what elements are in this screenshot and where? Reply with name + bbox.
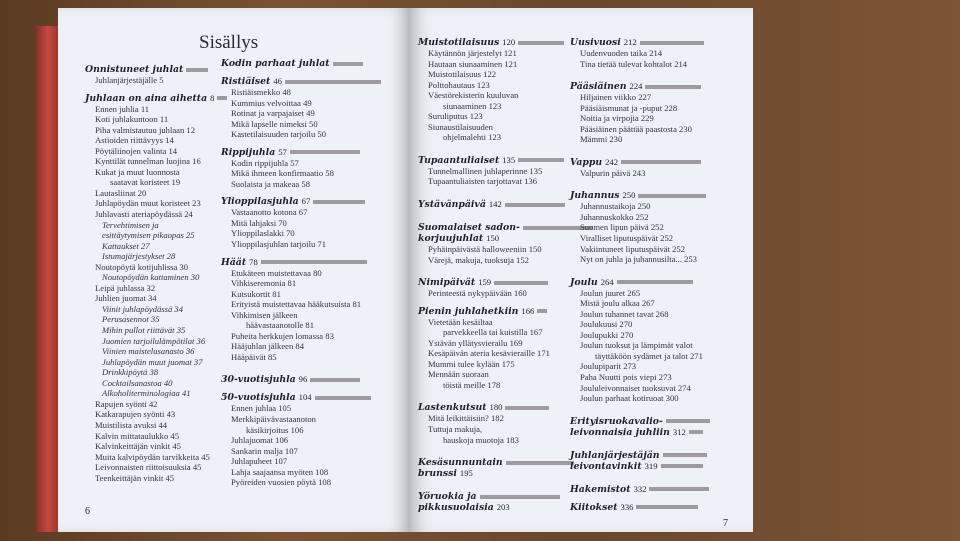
toc-entry: Tunnelmallinen juhlaperinne 135 (428, 165, 543, 176)
page-title: Sisällys (199, 32, 259, 53)
heading-underline-bar (313, 200, 365, 204)
spacer (570, 404, 714, 416)
heading-underline-bar (518, 158, 564, 162)
toc-subentry: Drinkkipöytä 38 (102, 367, 159, 378)
heading-underline-bar (494, 281, 548, 285)
toc-entry: Juhlapöydän muut koristeet 23 (95, 198, 201, 209)
toc-entry: Mikä lapselle nimeksi 50 (231, 118, 318, 129)
section-title: Häät (221, 256, 247, 268)
toc-entry: hauskoja muotoja 183 (443, 434, 519, 445)
section-page-number: 159 (478, 277, 492, 288)
section-page-number: 120 (502, 37, 516, 47)
toc-entry: Juhannuskokko 252 (580, 211, 649, 222)
spacer (570, 495, 714, 502)
section-page-number: 78 (249, 256, 258, 267)
toc-entry: Astioiden riittävyys 14 (95, 135, 174, 146)
heading-underline-bar (537, 309, 547, 313)
spacer (570, 472, 714, 484)
toc-section-heading (570, 190, 714, 201)
section-title: pikkusuolaisia (418, 502, 494, 514)
section-page-number: 46 (273, 76, 282, 86)
heading-underline-bar (505, 406, 549, 410)
toc-entry: ohjelmalehti 123 (443, 132, 501, 143)
section-page-number: 67 (301, 196, 311, 207)
section-page-number: 142 (488, 199, 502, 210)
toc-subentry: Alkoholiterminologiaa 41 (102, 388, 191, 399)
toc-entry: Vietetään kesäiltaa (428, 316, 493, 327)
toc-entry: Mistä joulu alkaa 267 (580, 298, 655, 309)
toc-entry: Vihkimisen jälkeen (231, 309, 298, 320)
toc-entry: Tina tietää tulevat kohtalot 214 (580, 58, 688, 69)
right-page (410, 8, 753, 532)
toc-entry: Ylioppilasjuhlan tarjoilu 71 (231, 239, 326, 250)
section-title: leivontavinkit (570, 460, 642, 472)
toc-entry: Teenkeittäjän vinkit 45 (95, 472, 175, 483)
toc-entry: Kalvin mittataulukko 45 (95, 430, 180, 441)
toc-entry: käsikirjoitus 106 (246, 424, 304, 435)
toc-entry: Joulun tuoksut ja lämpimät valot (580, 340, 693, 351)
toc-entry: Muistotilaisuus 122 (428, 69, 497, 80)
toc-entry: Juhlajuomat 106 (231, 435, 289, 446)
toc-entry: Suolaista ja makeaa 58 (231, 178, 310, 189)
toc-entry: Koti juhlakuntoon 11 (95, 114, 169, 125)
section-page-number: 203 (496, 502, 510, 513)
toc-entry: Kukat ja muut luonnosta (95, 166, 180, 177)
toc-entry: Tupaantuliaisten tarjottavat 136 (428, 176, 537, 187)
toc-entry: Kynttilät tunnelman luojina 16 (95, 156, 201, 167)
toc-subentry: esittäytymisen pikaopas 25 (102, 230, 195, 241)
section-title: Ristiäiset (221, 76, 271, 87)
toc-entry: Etukäteen muistettavaa 80 (231, 267, 322, 278)
heading-underline-bar (638, 194, 706, 198)
toc-entry: Suomen lipun päivä 252 (580, 222, 664, 233)
section-title: Lastenkutsut (418, 402, 487, 414)
section-title: Erityisruokavalio- (570, 415, 663, 427)
section-page-number: 150 (486, 233, 500, 244)
toc-entry: Puheita herkkujen lomassa 83 (231, 330, 334, 341)
section-title: Pienin juhlahetkiin (418, 305, 519, 317)
toc-entry: Kutsukortit 81 (231, 288, 281, 299)
toc-section-heading (570, 81, 714, 92)
toc-entry: Lahja saajaansa myöten 108 (231, 466, 329, 477)
toc-section-heading (85, 93, 231, 104)
toc-entry: häävastaanotolle 81 (246, 320, 315, 331)
heading-underline-bar (689, 430, 703, 434)
section-title: Joulu (570, 276, 598, 288)
toc-entry: Juhlavasti ateriapöydässä 24 (95, 209, 193, 220)
toc-entry: Sankarin malja 107 (231, 445, 298, 456)
toc-entry: Viralliset liputuspäivät 252 (580, 233, 674, 244)
toc-entry: Pyhäinpäivästä halloweeniin 150 (428, 244, 542, 255)
toc-entry: Juhlien juomat 34 (95, 293, 157, 304)
toc-entry: Paha Nuutti pois viepi 273 (580, 372, 672, 383)
section-page-number: 57 (278, 146, 287, 157)
toc-entry: Joulun parhaat kotiruoat 300 (580, 393, 679, 404)
toc-entry: Rapujen syönti 42 (95, 398, 158, 409)
spacer (221, 250, 385, 257)
section-page-number: 166 (521, 305, 535, 316)
toc-entry: Katkarapujen syönti 43 (95, 409, 176, 420)
toc-entry: Ystävän yllätysvierailu 169 (428, 337, 523, 348)
toc-entry: Ennen juhlia 11 (95, 103, 150, 114)
toc-entry: Mämmi 230 (580, 134, 623, 145)
toc-entry: Muita kalvipöydän tarvikkeita 45 (95, 451, 210, 462)
toc-entry: Nyt on juhla ja juhannusilta... 253 (580, 254, 697, 265)
section-title: Juhlaan on aina aihetta (85, 92, 208, 104)
section-page-number: 195 (459, 468, 473, 479)
heading-underline-bar (621, 160, 701, 164)
spacer (221, 189, 385, 196)
section-title: Kodin parhaat juhlat (221, 58, 330, 69)
toc-entry: Joulukuusi 270 (580, 319, 633, 330)
toc-entry: Vastaanotto kotona 67 (231, 207, 308, 218)
section-title: Suomalaiset sadon- (418, 222, 520, 234)
toc-entry: täyttäköön sydämet ja talot 271 (595, 350, 703, 361)
toc-subentry: Mihin pullot riittävät 35 (102, 325, 186, 336)
spacer (221, 362, 385, 374)
section-title: Ylioppilasjuhla (221, 196, 299, 208)
toc-entry: Juhannustaikoja 250 (580, 201, 651, 212)
toc-entry: Käytännön järjestelyt 121 (428, 48, 517, 58)
heading-underline-bar (505, 203, 565, 207)
toc-entry: Vihkiseremonia 81 (231, 278, 297, 289)
heading-underline-bar (315, 396, 371, 400)
heading-underline-bar (506, 461, 574, 465)
section-title: Ystävänpäivä (418, 199, 486, 211)
spacer (221, 140, 385, 147)
toc-entry: Mikä ihmeen konfirmaatio 58 (231, 168, 334, 179)
heading-underline-bar (645, 85, 701, 89)
toc-entry: Valpurin päivä 243 (580, 167, 646, 178)
spacer (570, 178, 714, 190)
toc-entry: Pääsiäismunat ja -puput 228 (580, 102, 678, 113)
toc-entry: parvekkeella tai kuistilla 167 (443, 327, 543, 338)
toc-subentry: Viinien maistelusanasto 36 (102, 346, 195, 357)
left-page (58, 8, 410, 532)
spacer (85, 86, 231, 93)
section-title: leivonnaisia juhliin (570, 426, 670, 438)
heading-underline-bar (640, 41, 704, 45)
heading-underline-bar (663, 453, 707, 457)
toc-section-heading (221, 257, 385, 268)
section-page-number: 242 (605, 156, 619, 167)
heading-underline-bar (617, 280, 693, 284)
section-title: brunssi (418, 468, 457, 480)
toc-subentry: Juomien tarjoilulämpötilat 36 (102, 335, 206, 346)
section-title: 30-vuotisjuhla (221, 374, 296, 386)
toc-section-heading (570, 427, 714, 438)
toc-entry: Joulupukki 270 (580, 329, 634, 340)
toc-entry: Pöytäliinojen valinta 14 (95, 145, 178, 156)
toc-entry: Kodin rippijuhla 57 (231, 157, 299, 168)
section-title: Juhannus (570, 190, 620, 202)
section-page-number: 312 (672, 426, 686, 437)
section-page-number: 8 (210, 92, 215, 103)
section-title: Kiitokset (570, 501, 618, 513)
toc-entry: Uudenvuoden taika 214 (580, 48, 663, 58)
toc-entry: Juhlapuheet 107 (231, 456, 288, 467)
toc-entry: Juhlanjärjestäjälle 5 (95, 75, 164, 85)
toc-subentry: Kattaukset 27 (102, 240, 150, 251)
toc-entry: Vakiintuneet liputuspäivät 252 (580, 243, 686, 254)
heading-underline-bar (649, 487, 709, 491)
toc-entry: Leivonnaisten riittoisuuksia 45 (95, 462, 202, 473)
toc-column-4 (570, 37, 714, 513)
toc-entry: Kastetilaisuuden tarjoilu 50 (231, 129, 326, 140)
toc-subentry: Istumajärjestykset 28 (102, 251, 176, 262)
toc-entry: Erityistä muistettavaa hääkutsuista 81 (231, 299, 362, 310)
toc-section-heading (570, 37, 714, 48)
spacer (570, 265, 714, 277)
toc-entry: Pyöreiden vuosien pöytä 108 (231, 477, 332, 488)
toc-entry: Värejä, makuja, tuoksuja 152 (428, 254, 529, 265)
toc-subentry: Viinit juhlapöydässä 34 (102, 303, 184, 314)
toc-entry: Joulun tuhannet tavat 268 (580, 308, 669, 319)
toc-entry: Mummi tulee kylään 175 (428, 358, 515, 369)
toc-subentry: Juhlapöydän muut juomat 37 (102, 356, 203, 367)
toc-entry: Kalvinkeittäjän vinkit 45 (95, 441, 181, 452)
section-page-number: 96 (298, 374, 308, 385)
toc-entry: Ennen juhlaa 105 (231, 403, 292, 414)
toc-entry: Joulun juuret 265 (580, 287, 641, 298)
section-page-number: 104 (298, 392, 312, 403)
section-page-number: 224 (629, 81, 643, 92)
toc-section-heading (570, 461, 714, 472)
spacer (570, 145, 714, 157)
toc-entry: Hääpäivät 85 (231, 351, 277, 362)
section-title: Hakemistot (570, 483, 631, 495)
spacer (570, 69, 714, 81)
toc-entry: Kummius velvoittaa 49 (231, 97, 312, 108)
toc-entry: Polttohautaus 123 (428, 79, 490, 90)
section-page-number: 180 (489, 402, 503, 413)
section-title: Muistotilaisuus (418, 37, 500, 48)
toc-entry: Ristiäismekko 48 (231, 87, 291, 97)
heading-underline-bar (290, 150, 360, 154)
toc-entry: Pääsiäinen päättää paastosta 230 (580, 123, 692, 134)
heading-underline-bar (186, 68, 208, 72)
toc-entry: Joulupiparit 273 (580, 361, 637, 372)
heading-underline-bar (666, 419, 710, 423)
section-title: korjuujuhlat (418, 233, 484, 245)
toc-section-heading (570, 157, 714, 168)
toc-entry: Lautasliinat 20 (95, 187, 147, 198)
toc-entry: Leipä juhlassa 32 (95, 282, 156, 293)
section-title: 50-vuotisjuhla (221, 392, 296, 404)
toc-entry: Mitä leikittäisiin? 182 (428, 413, 504, 424)
heading-underline-bar (661, 464, 703, 468)
toc-section-heading (221, 58, 385, 69)
section-page-number: 319 (644, 460, 658, 471)
toc-entry: Rotinat ja varpajaiset 49 (231, 108, 315, 119)
toc-entry: Siunaustilaisuuden (428, 121, 493, 132)
spacer (221, 69, 385, 76)
toc-entry: Merkkipäivävastaanoton (231, 414, 316, 425)
toc-entry: töistä meille 178 (443, 379, 501, 390)
toc-section-heading (221, 196, 385, 207)
heading-underline-bar (310, 378, 360, 382)
toc-column-2 (221, 58, 385, 488)
toc-entry: Noitia ja virpojia 229 (580, 113, 654, 124)
section-page-number: 336 (620, 501, 634, 512)
heading-underline-bar (480, 495, 560, 499)
toc-section-heading (570, 502, 714, 513)
toc-section-heading (570, 450, 714, 461)
toc-entry: Väestörekisterin kuuluvan (428, 90, 519, 101)
section-page-number: 212 (623, 37, 637, 47)
toc-subentry: Noutopöydän kattaminen 30 (102, 272, 200, 283)
toc-section-heading (570, 416, 714, 427)
section-title: Vappu (570, 156, 603, 168)
spacer (570, 438, 714, 450)
toc-entry: Ylioppilaslakki 70 (231, 228, 295, 239)
toc-section-heading (221, 392, 385, 403)
section-title: Rippijuhla (221, 146, 276, 158)
section-title: Kesäsunnuntain (418, 457, 503, 469)
toc-entry: Joululeivonnaiset tuoksuvat 274 (580, 382, 691, 393)
toc-entry: Hautaan siunaaminen 121 (428, 58, 518, 69)
section-title: Juhlanjärjestäjän (570, 449, 660, 461)
toc-entry: saatavat koristeet 19 (110, 177, 181, 188)
toc-entry: Piha valmistautuu juhlaan 12 (95, 124, 196, 135)
section-title: Nimipäivät (418, 277, 476, 289)
toc-column-1 (85, 64, 231, 483)
toc-entry: Hääjuhlan jälkeen 84 (231, 341, 305, 352)
toc-subentry: Perusasennot 35 (102, 314, 160, 325)
toc-section-heading (570, 484, 714, 495)
section-page-number: 135 (502, 154, 516, 165)
toc-entry: Mennään suoraan (428, 369, 489, 380)
toc-entry: Tuttuja makuja, (428, 424, 483, 435)
heading-underline-bar (636, 505, 698, 509)
page-number-left: 6 (85, 506, 90, 517)
toc-entry: Suruliputus 123 (428, 111, 483, 122)
spacer (221, 385, 385, 392)
toc-entry: Perinteestä nykypäivään 160 (428, 288, 527, 299)
section-title: Onnistuneet juhlat (85, 64, 184, 75)
toc-entry: Muistilista avuksi 44 (95, 419, 168, 430)
toc-entry: Noutopöytä kotijuhlissa 30 (95, 261, 189, 272)
section-title: Uusivuosi (570, 37, 621, 48)
section-title: Yöruokia ja (418, 491, 477, 503)
toc-entry: Hiljainen viikko 227 (580, 92, 652, 103)
toc-subentry: Cocktailsanastoa 40 (102, 377, 173, 388)
page-number-right: 7 (723, 518, 728, 529)
toc-section-heading (570, 277, 714, 288)
toc-entry: siunaaminen 123 (443, 100, 502, 111)
section-page-number: 332 (633, 483, 647, 494)
toc-section-heading (221, 374, 385, 385)
heading-underline-bar (518, 41, 564, 45)
section-title: Tupaantuliaiset (418, 154, 500, 166)
heading-underline-bar (261, 260, 367, 264)
toc-subentry: Tervehtimisen ja (102, 219, 159, 230)
toc-section-heading (221, 147, 385, 158)
section-page-number: 264 (600, 276, 614, 287)
section-title: Pääsiäinen (570, 81, 627, 93)
toc-entry: Mitä lahjaksi 70 (231, 217, 287, 228)
section-page-number: 250 (622, 190, 636, 201)
heading-underline-bar (285, 80, 381, 84)
toc-entry: Kesäpäivän ateria kesävieraille 171 (428, 348, 550, 359)
toc-section-heading (85, 64, 231, 75)
toc-section-heading (221, 76, 385, 87)
heading-underline-bar (333, 62, 363, 66)
